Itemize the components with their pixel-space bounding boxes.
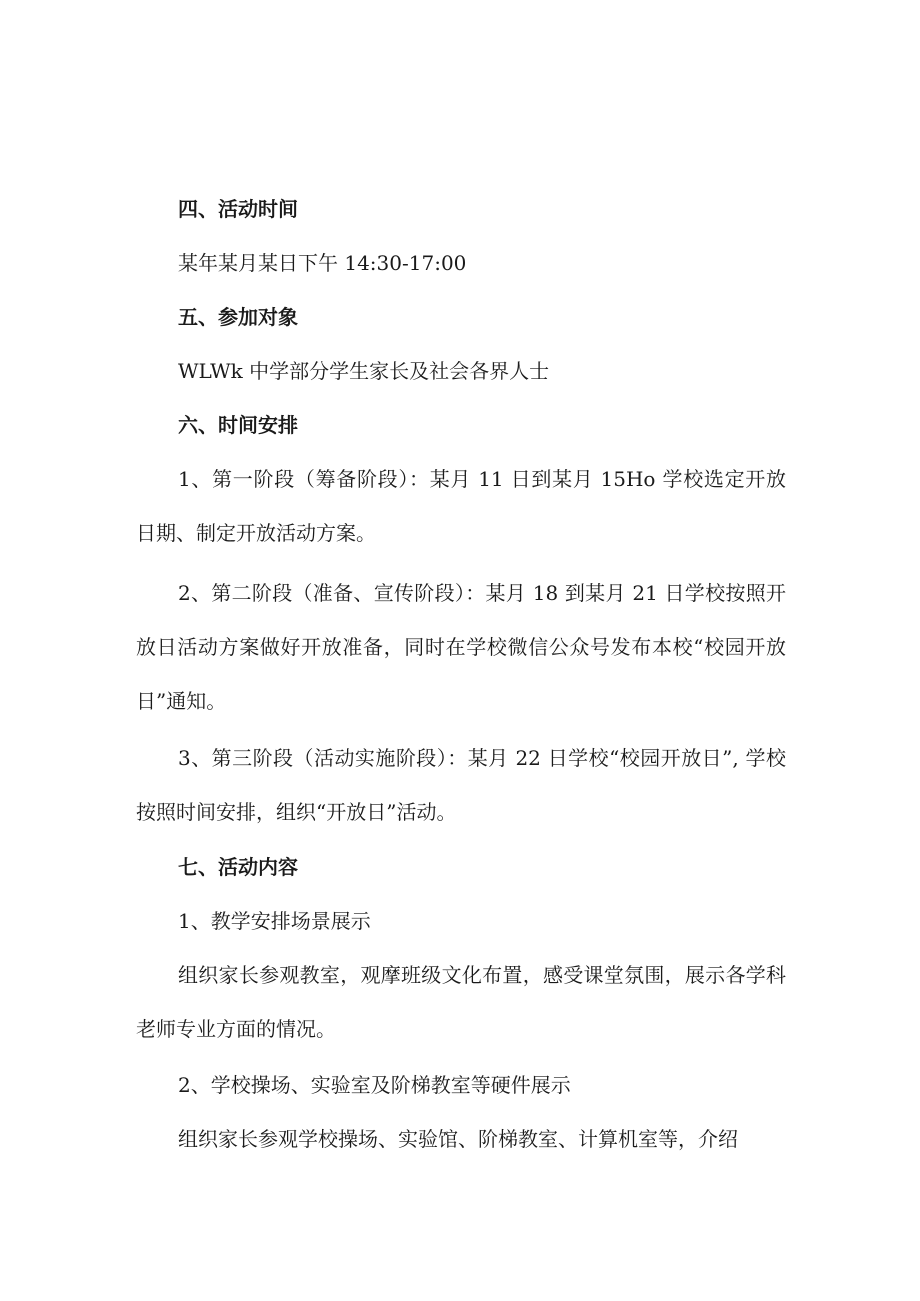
schedule-item-2: 2、第二阶段（准备、宣传阶段）：某月 18 到某月 21 日学校按照开放日活动方案做好开放准备，同时在学校微信公众号发布本校“校园开放日”通知。 <box>136 581 786 713</box>
content-item-2-title: 2、学校操场、实验室及阶梯教室等硬件展示 <box>178 1073 571 1097</box>
content-item-1-text: 组织家长参观教室，观摩班级文化布置，感受课堂氛围，展示各学科老师专业方面的情况。 <box>136 963 786 1041</box>
section-content-heading: 七、活动内容 <box>178 855 298 879</box>
content-item-2-text: 组织家长参观学校操场、实验馆、阶梯教室、计算机室等，介绍 <box>178 1127 738 1151</box>
section-time-heading: 四、活动时间 <box>178 197 298 221</box>
schedule-item-1: 1、第一阶段（筹备阶段）：某月 11 日到某月 15Ho 学校选定开放日期、制定开放活动方案。 <box>136 467 786 545</box>
section-participants-heading: 五、参加对象 <box>178 305 298 329</box>
content-item-1-title: 1、教学安排场景展示 <box>178 909 371 933</box>
schedule-item-3: 3、第三阶段（活动实施阶段）：某月 22 日学校“校园开放日”, 学校按照时间安排，组织“开放日”活动。 <box>136 746 786 824</box>
section-participants-text: WLWk 中学部分学生家长及社会各界人士 <box>178 359 550 383</box>
section-time-text: 某年某月某日下午 14:30-17:00 <box>178 251 467 275</box>
section-schedule-heading: 六、时间安排 <box>178 413 298 437</box>
